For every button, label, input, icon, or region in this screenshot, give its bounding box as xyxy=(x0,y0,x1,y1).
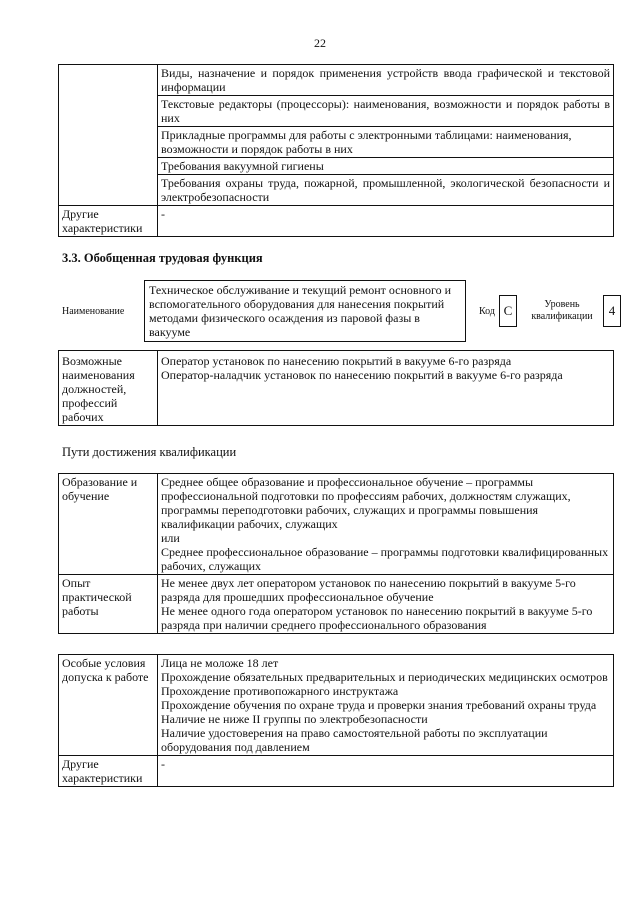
function-name: Техническое обслуживание и текущий ремонт основного и вспомогательного оборудования для нанесения покрытий методами физического осаждения из паровой фазы в вакууме xyxy=(144,280,466,342)
knowledge-table xyxy=(58,64,614,237)
knowledge-label-cell xyxy=(59,65,158,206)
code-label: Код xyxy=(479,305,495,317)
education-line: или xyxy=(161,531,180,545)
conditions-other-value: - xyxy=(158,756,614,787)
section-heading: 3.3. Обобщенная трудовая функция xyxy=(62,251,263,265)
conditions-other-label: Другие характеристики xyxy=(59,756,158,787)
other-characteristics-value: - xyxy=(158,206,614,237)
knowledge-items-cell xyxy=(158,65,614,206)
position-item: Оператор-наладчик установок по нанесению покрытий в вакууме 6-го разряда xyxy=(161,368,563,382)
education-label: Образование и обучение xyxy=(59,474,158,575)
qualification-level-value: 4 xyxy=(603,295,621,327)
condition-line: Прохождение противопожарного инструктажа xyxy=(161,684,399,698)
education-line: Среднее общее образование и профессиональное обучение – программы профессиональной подготовки по профессиям рабочих, должностям служащих, программы переподготовки рабочих, служащих и программы повышения квалификации рабочих, служащих xyxy=(161,475,571,531)
condition-line: Лица не моложе 18 лет xyxy=(161,656,279,670)
positions-list xyxy=(158,351,614,426)
positions-table xyxy=(58,350,614,426)
other-characteristics-label: Другие характеристики xyxy=(59,206,158,237)
condition-line: Наличие не ниже II группы по электробезопасности xyxy=(161,712,428,726)
education-cell xyxy=(158,474,614,575)
experience-label: Опыт практической работы xyxy=(59,575,158,634)
knowledge-item: Прикладные программы для работы с электронными таблицами: наименования, возможности и порядок работы в них xyxy=(158,127,613,158)
positions-label: Возможные наименования должностей, профессий рабочих xyxy=(59,351,158,426)
function-header-row xyxy=(62,280,621,342)
conditions-table xyxy=(58,654,614,787)
page-number: 22 xyxy=(314,36,326,50)
knowledge-item: Виды, назначение и порядок применения устройств ввода графической и текстовой информации xyxy=(158,65,613,96)
code-value: С xyxy=(499,295,517,327)
paths-table xyxy=(58,473,614,634)
conditions-label: Особые условия допуска к работе xyxy=(59,655,158,756)
experience-line: Не менее двух лет оператором установок по нанесению покрытий в вакууме 5-го разряда для прошедших профессиональное обучение xyxy=(161,576,576,604)
knowledge-item: Требования вакуумной гигиены xyxy=(158,158,613,175)
condition-line: Наличие удостоверения на право самостоятельной работы по эксплуатации оборудования под давлением xyxy=(161,726,548,754)
condition-line: Прохождение обучения по охране труда и проверки знания требований охраны труда xyxy=(161,698,597,712)
experience-line: Не менее одного года оператором установок по нанесению покрытий в вакууме 5-го разряда при наличии среднего профессионального образования xyxy=(161,604,593,632)
name-label: Наименование xyxy=(62,305,125,317)
experience-cell xyxy=(158,575,614,634)
qualification-level-label: Уровень квалификации xyxy=(531,299,593,322)
knowledge-item: Требования охраны труда, пожарной, промышленной, экологической безопасности и электробезопасности xyxy=(161,176,610,204)
conditions-cell xyxy=(158,655,614,756)
condition-line: Прохождение обязательных предварительных и периодических медицинских осмотров xyxy=(161,670,608,684)
paths-heading: Пути достижения квалификации xyxy=(62,445,237,459)
knowledge-item: Текстовые редакторы (процессоры): наименования, возможности и порядок работы в них xyxy=(158,96,613,127)
position-item: Оператор установок по нанесению покрытий в вакууме 6-го разряда xyxy=(161,354,512,368)
education-line: Среднее профессиональное образование – программы подготовки квалифицированных рабочих, служащих xyxy=(161,545,609,573)
